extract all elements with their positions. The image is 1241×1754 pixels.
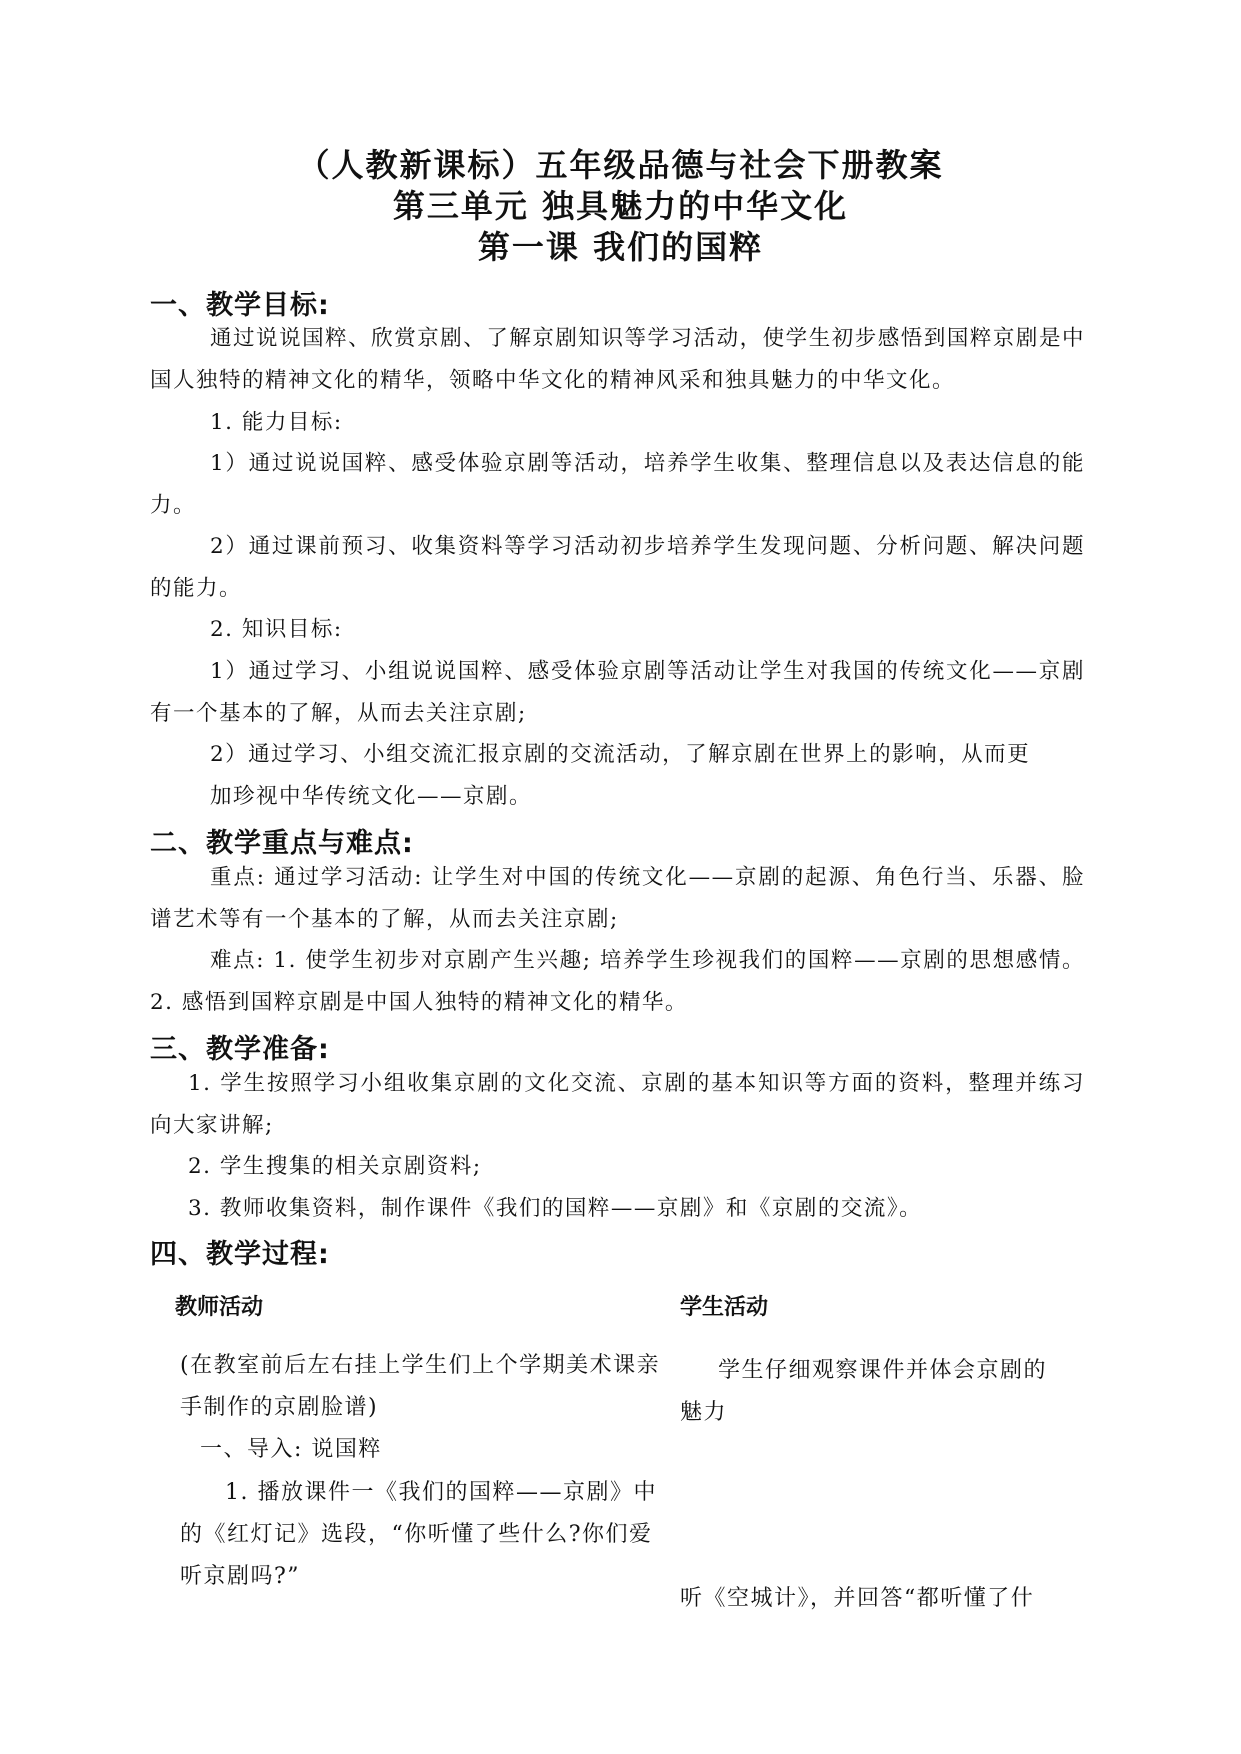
page-title-line2: 第三单元 独具魅力的中华文化 [392,187,849,225]
keypoints-focus: 重点: 通过学习活动: 让学生对中国的传统文化——京剧的起源、角色行当、乐器、脸谱艺术等有一个基本的了解，从而去关注京剧; [150,865,1085,932]
teacher-step-1: 1. 播放课件一《我们的国粹——京剧》中的《红灯记》选段，“你听懂了些什么?你们爱听京剧吗?” [180,1480,657,1589]
section-heading-process: 四、教学过程: [150,1239,330,1270]
knowledge-item-2a: 2）通过学习、小组交流汇报京剧的交流活动，了解京剧在世界上的影响，从而更 [210,742,1031,767]
preparation-item-3: 3. 教师收集资料，制作课件《我们的国粹——京剧》和《京剧的交流》。 [188,1196,923,1221]
section-heading-objectives: 一、教学目标: [150,290,330,321]
ability-item-2: 2）通过课前预习、收集资料等学习活动初步培养学生发现问题、分析问题、解决问题的能力。 [150,534,1085,601]
student-listen: 听《空城计》，并回答“都听懂了什 [680,1586,1035,1611]
knowledge-item-2b: 加珍视中华传统文化——京剧。 [210,784,533,809]
knowledge-item-1: 1）通过学习、小组说说国粹、感受体验京剧等活动让学生对我国的传统文化——京剧有一个基本的了解，从而去关注京剧; [150,659,1085,726]
section-heading-preparation: 三、教学准备: [150,1034,330,1065]
knowledge-label: 2. 知识目标: [210,617,343,642]
page-title-line1: （人教新课标）五年级品德与社会下册教案 [297,146,944,184]
keypoints-difficulty: 难点: 1. 使学生初步对京剧产生兴趣; 培养学生珍视我们的国粹——京剧的思想感情。2. 感悟到国粹京剧是中国人独特的精神文化的精华。 [150,948,1085,1015]
teacher-activity-header: 教师活动 [175,1295,264,1320]
ability-label: 1. 能力目标: [210,410,343,435]
preparation-item-1: 1. 学生按照学习小组收集京剧的文化交流、京剧的基本知识等方面的资料，整理并练习向大家讲解; [150,1071,1085,1138]
teacher-note: (在教室前后左右挂上学生们上个学期美术课亲手制作的京剧脸谱) [180,1353,661,1420]
ability-item-1: 1）通过说说国粹、感受体验京剧等活动，培养学生收集、整理信息以及表达信息的能力。 [150,451,1085,518]
teacher-intro-heading: 一、导入: 说国粹 [200,1437,382,1462]
page-title-line3: 第一课 我们的国粹 [477,228,764,266]
objectives-intro: 通过说说国粹、欣赏京剧、了解京剧知识等学习活动，使学生初步感悟到国粹京剧是中国人独特的精神文化的精华，领略中华文化的精神风采和独具魅力的中华文化。 [150,326,1085,393]
student-observe: 学生仔细观察课件并体会京剧的魅力 [680,1358,1048,1425]
section-heading-keypoints: 二、教学重点与难点: [150,828,414,859]
student-activity-header: 学生活动 [680,1295,769,1320]
preparation-item-2: 2. 学生搜集的相关京剧资料; [188,1154,482,1179]
